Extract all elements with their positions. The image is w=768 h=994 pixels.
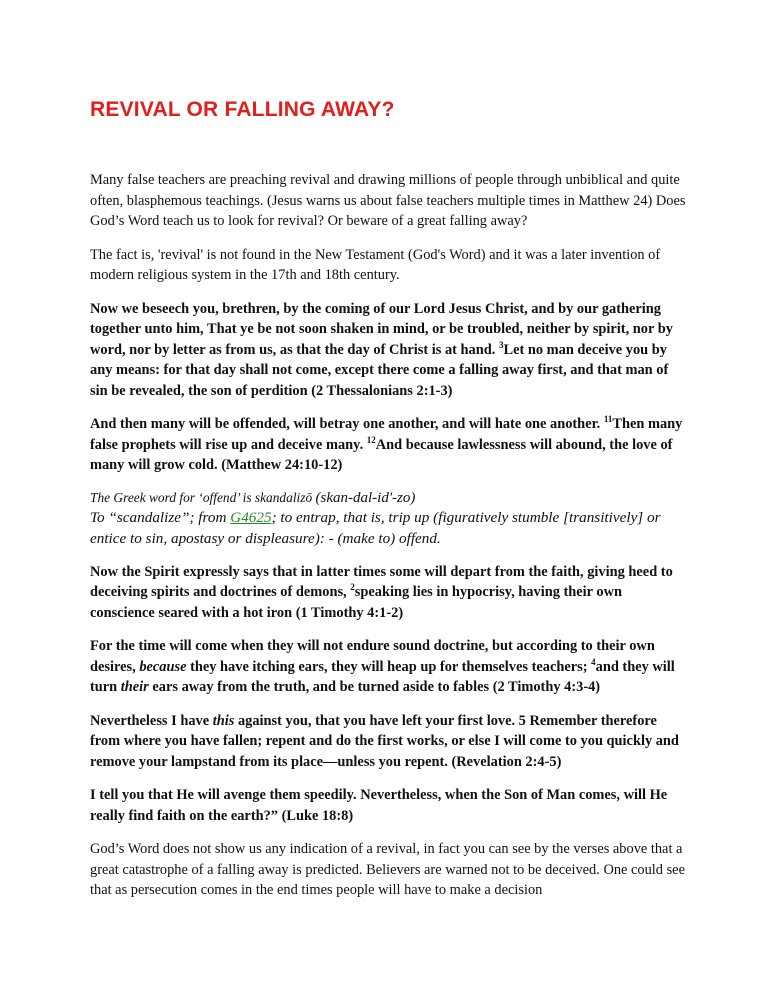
- verse-text: For the time will come when they will not endure sound doctrine, but according to their own desires,: [90, 638, 655, 675]
- verse-text: speaking lies in hypocrisy, having their own conscience seared with a hot iron (1 Timothy 4:1-2): [90, 584, 622, 621]
- greek-intro: The Greek word for ‘offend’ is skandalizō: [90, 489, 313, 505]
- scripture-luke: I tell you that He will avenge them speedily. Nevertheless, when the Son of Man comes, will He really find faith on the earth?” (Luke 18:8): [90, 787, 668, 824]
- emphasis: their: [120, 679, 149, 695]
- verse-text: Nevertheless I have: [90, 712, 210, 729]
- revival-fact-paragraph: The fact is, 'revival' is not found in the New Testament (God's Word) and it was a later invention of modern religious system in the 17th and 18th century.: [90, 246, 661, 283]
- verse-text: And then many will be offended, will betray one another, and will hate one another.: [90, 416, 601, 432]
- verse-text: Let no man deceive you by any means: for that day shall not come, except there come a falling away first, and that man of sin be revealed, the son of perdition (2 Thessalonians 2:1-3): [90, 341, 669, 399]
- verse-text: ears away from the truth, and be turned aside to fables (2 Timothy 4:3-4): [152, 679, 601, 695]
- definition-text: ; to entrap, that is, trip up (figuratively stumble [transitively] or entice to sin, apostasy or displeasure): - (make to) offend.: [90, 508, 661, 547]
- verse-number: 3: [498, 339, 504, 350]
- verse-text: Now the Spirit expressly says that in latter times some will depart from the faith, giving heed to deceiving spirits and doctrines of demons,: [90, 563, 673, 600]
- verse-number: 12: [366, 434, 376, 445]
- definition-text: To “scandalize”; from: [90, 508, 227, 526]
- page-title: REVIVAL OR FALLING AWAY?: [90, 98, 395, 121]
- scripture-revelation: [90, 711, 686, 773]
- scripture-matthew: [90, 414, 686, 476]
- conclusion-paragraph: God’s Word does not show us any indication of a revival, in fact you can see by the verses above that a great catastrophe of a falling away is predicted. Believers are warned not to be deceived. One could see that as persecution comes in the end times people will have to make a decision: [90, 841, 685, 898]
- verse-text: they have itching ears, they will heap up for themselves teachers;: [190, 658, 588, 675]
- verse-number: 11: [603, 414, 613, 425]
- emphasis: because: [139, 658, 187, 675]
- strongs-link[interactable]: G4625: [230, 508, 272, 526]
- scripture-2-timothy: [90, 636, 686, 698]
- greek-word-note: [90, 489, 686, 507]
- verse-text: and they will turn: [90, 658, 675, 695]
- verse-text: Now we beseech you, brethren, by the coming of our Lord Jesus Christ, and by our gathering together unto him, That ye be not soon shaken in mind, or be troubled, neither by spirit, nor by word, nor by letter as from us, as that the day of Christ is at hand.: [90, 300, 673, 358]
- scripture-1-timothy: [90, 562, 686, 624]
- intro-paragraph: Many false teachers are preaching revival and drawing millions of people through unbiblical and quite often, blasphemous teachings. (Jesus warns us about false teachers multiple times in Matthew 24) Does God’s Word teach us to look for revival? Or beware of a great falling away?: [90, 172, 686, 229]
- verse-number: 2: [350, 582, 355, 593]
- verse-text: Then many false prophets will rise up and deceive many.: [90, 416, 683, 453]
- document-body: [90, 170, 686, 914]
- greek-pronunciation: (skan-dal-id'-zo): [315, 489, 416, 506]
- verse-text: against you, that you have left your first love. 5 Remember therefore from where you have fallen; repent and do the first works, or else I will come to you quickly and remove your lampstand from its place—unless you repent. (Revelation 2:4-5): [90, 712, 679, 770]
- scripture-thessalonians: [90, 299, 686, 402]
- emphasis: this: [212, 712, 235, 729]
- greek-definition: [90, 507, 686, 549]
- verse-text: And because lawlessness will abound, the love of many will grow cold. (Matthew 24:10-12): [90, 436, 673, 473]
- verse-number: 4: [591, 656, 596, 667]
